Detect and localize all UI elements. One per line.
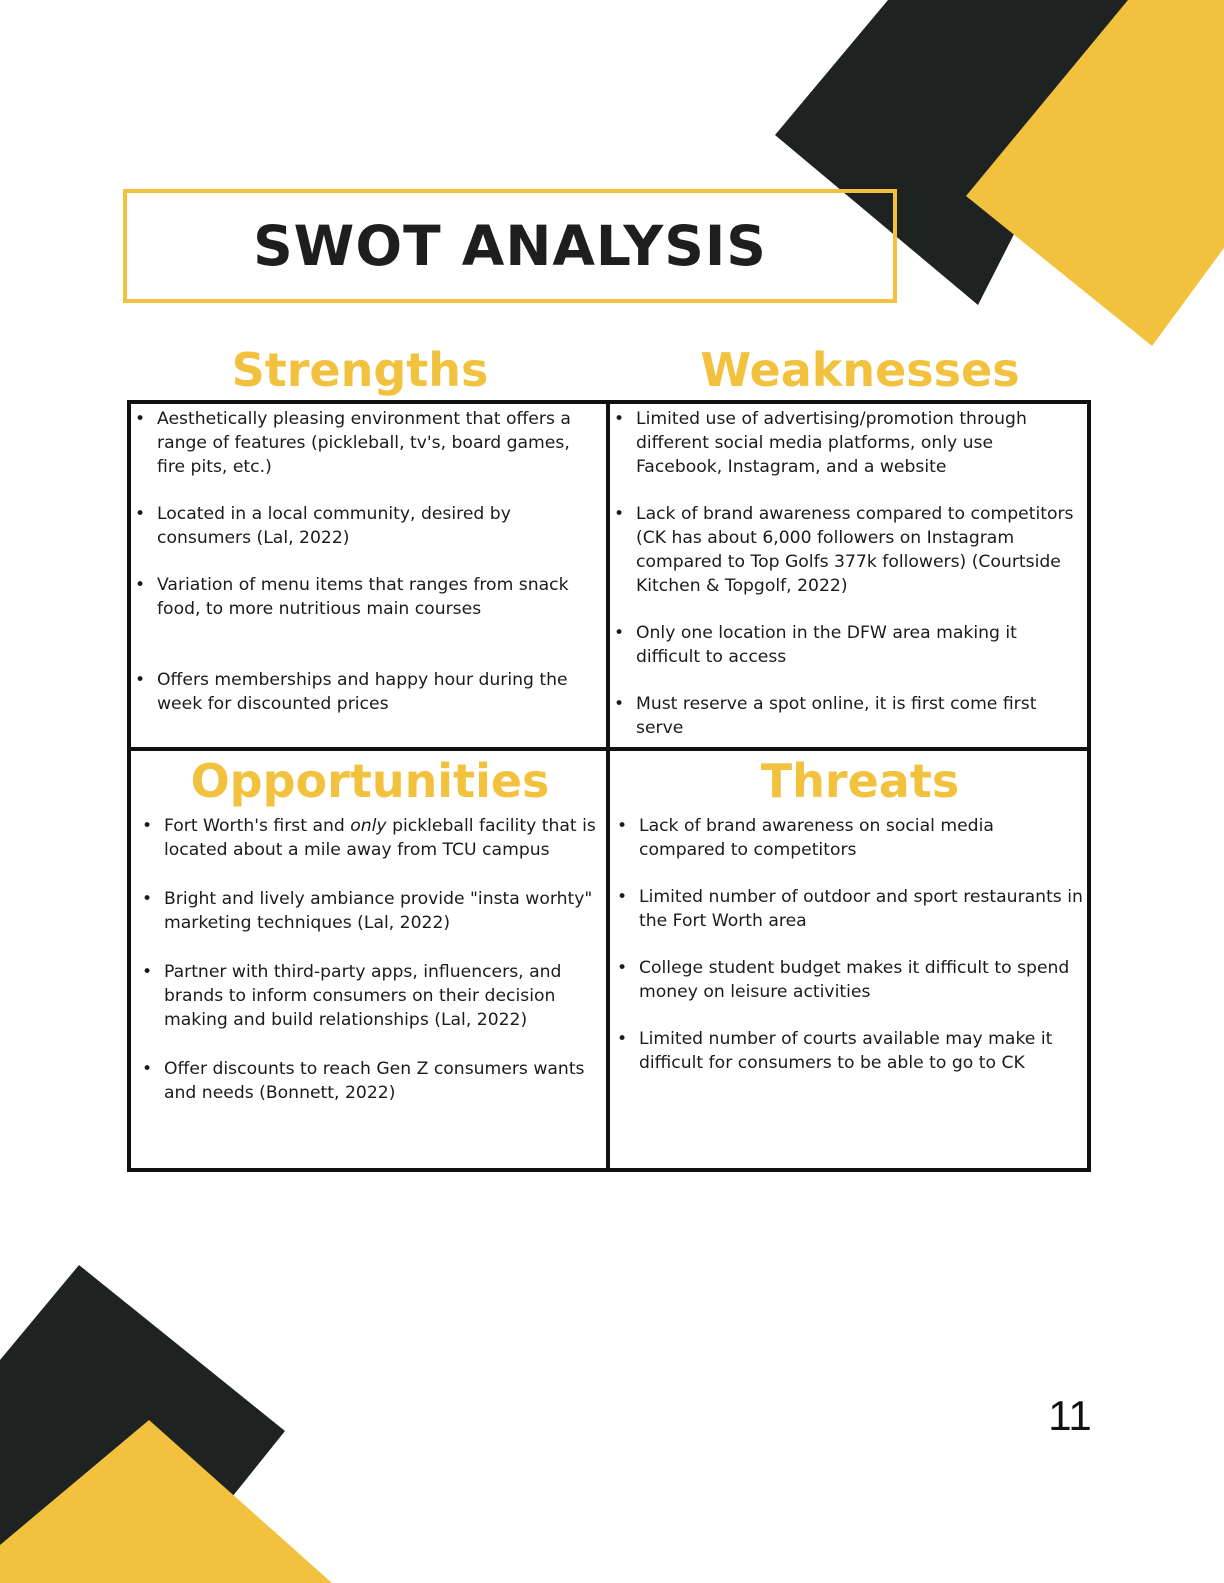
opportunities-item-text: Fort Worth's first and [164, 816, 351, 836]
weaknesses-list [612, 407, 1082, 740]
opportunities-item [140, 887, 600, 935]
weaknesses-item: • Limited use of advertising/promotion through different social media platforms, only use Facebook, Instagram, and a website [612, 407, 1082, 479]
opportunities-item [140, 1057, 600, 1105]
opportunities-item-text: Partner with third-party apps, influencers, and brands to inform consumers on their decision making and build relationships (Lal, 2022) [164, 962, 562, 1030]
threats-item: • Lack of brand awareness on social media compared to competitors [615, 814, 1083, 862]
threats-list [615, 814, 1083, 1075]
grid-horizontal-divider [127, 747, 1091, 751]
weaknesses-item: • Only one location in the DFW area making it difficult to access [612, 621, 1082, 669]
strengths-item: • Variation of menu items that ranges from snack food, to more nutritious main courses [133, 573, 603, 621]
threats-heading: Threats [760, 754, 960, 808]
opportunities-item-text: Offer discounts to reach Gen Z consumers wants and needs (Bonnett, 2022) [164, 1059, 585, 1103]
opportunities-item [140, 814, 600, 862]
opportunities-list [140, 814, 600, 1105]
strengths-list [133, 407, 603, 716]
opportunities-item-text: Bright and lively ambiance provide "insta worhty" marketing techniques (Lal, 2022) [164, 889, 593, 933]
threats-item: • College student budget makes it difficult to spend money on leisure activities [615, 956, 1083, 1004]
weaknesses-heading: Weaknesses [700, 343, 1020, 397]
title-box [123, 189, 897, 303]
strengths-heading: Strengths [231, 343, 489, 397]
opportunities-heading: Opportunities [190, 754, 550, 808]
threats-item: • Limited number of outdoor and sport restaurants in the Fort Worth area [615, 885, 1083, 933]
threats-item: • Limited number of courts available may make it difficult for consumers to be able to go to CK [615, 1027, 1083, 1075]
page-number: 11 [1048, 1392, 1092, 1439]
weaknesses-item: • Must reserve a spot online, it is first come first serve [612, 692, 1082, 740]
strengths-item: • Aesthetically pleasing environment that offers a range of features (pickleball, tv's, board games, fire pits, etc.) [133, 407, 603, 479]
opportunities-item-text: pickleball facility that is located about a mile away from TCU campus [164, 816, 596, 860]
weaknesses-item: • Lack of brand awareness compared to competitors (CK has about 6,000 followers on Instagram compared to Top Golfs 377k followers) (Courtside Kitchen & Topgolf, 2022) [612, 502, 1082, 598]
strengths-item: • Located in a local community, desired by consumers (Lal, 2022) [133, 502, 603, 550]
grid-vertical-divider [606, 400, 610, 1172]
page-title: SWOT ANALYSIS [253, 214, 767, 278]
strengths-item: • Offers memberships and happy hour during the week for discounted prices [133, 668, 603, 716]
opportunities-item [140, 960, 600, 1032]
emphasis-text: only [350, 816, 387, 836]
